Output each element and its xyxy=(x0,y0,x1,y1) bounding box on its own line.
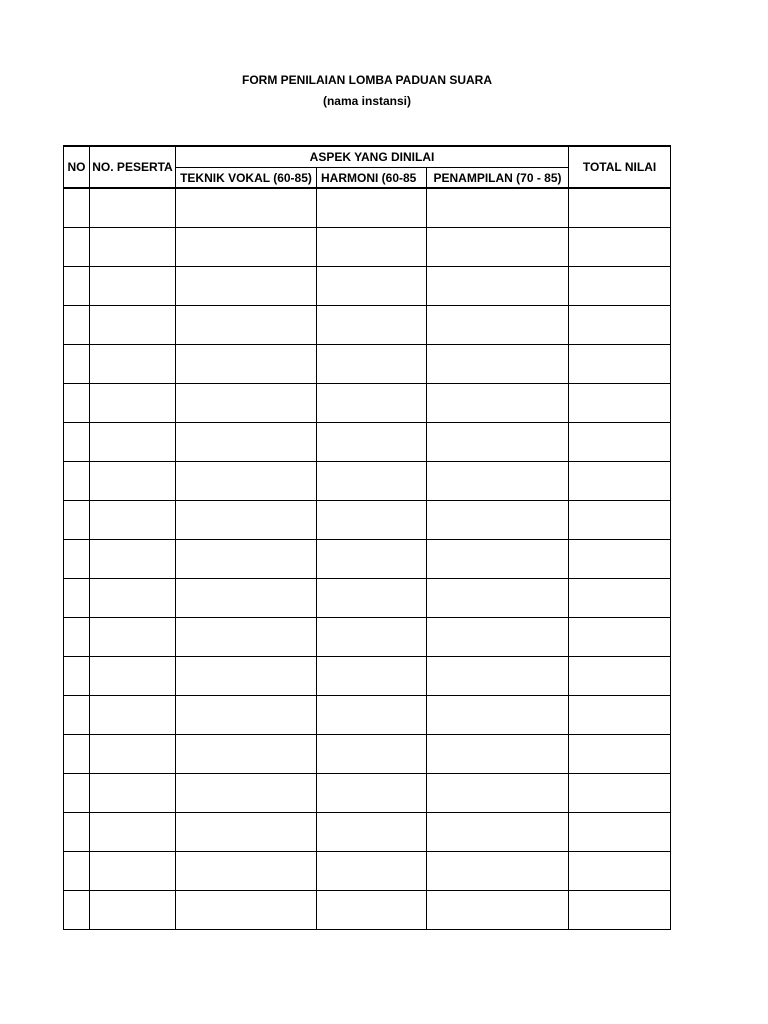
cell-participant-number[interactable] xyxy=(90,228,176,267)
cell-harmony[interactable] xyxy=(317,423,427,462)
table-row xyxy=(64,188,671,228)
cell-harmony[interactable] xyxy=(317,657,427,696)
cell-participant-number[interactable] xyxy=(90,267,176,306)
cell-no[interactable] xyxy=(64,267,90,306)
cell-harmony[interactable] xyxy=(317,345,427,384)
cell-no[interactable] xyxy=(64,345,90,384)
cell-total-score[interactable] xyxy=(569,306,671,345)
table-row xyxy=(64,306,671,345)
header-no: NO xyxy=(64,146,90,188)
cell-vocal-technique[interactable] xyxy=(176,891,317,930)
cell-no[interactable] xyxy=(64,188,90,228)
score-table-body xyxy=(64,188,671,930)
table-row xyxy=(64,462,671,501)
cell-performance[interactable] xyxy=(427,267,569,306)
cell-total-score[interactable] xyxy=(569,891,671,930)
header-aspects-group: ASPEK YANG DINILAI xyxy=(176,146,569,168)
cell-performance[interactable] xyxy=(427,735,569,774)
cell-harmony[interactable] xyxy=(317,462,427,501)
table-row xyxy=(64,579,671,618)
cell-no[interactable] xyxy=(64,852,90,891)
cell-total-score[interactable] xyxy=(569,188,671,228)
cell-vocal-technique[interactable] xyxy=(176,579,317,618)
cell-performance[interactable] xyxy=(427,774,569,813)
cell-vocal-technique[interactable] xyxy=(176,423,317,462)
cell-performance[interactable] xyxy=(427,540,569,579)
cell-participant-number[interactable] xyxy=(90,852,176,891)
cell-performance[interactable] xyxy=(427,306,569,345)
score-table xyxy=(63,145,671,930)
form-subtitle: (nama instansi) xyxy=(322,94,412,108)
cell-no[interactable] xyxy=(64,618,90,657)
table-row xyxy=(64,891,671,930)
cell-no[interactable] xyxy=(64,462,90,501)
cell-vocal-technique[interactable] xyxy=(176,267,317,306)
cell-harmony[interactable] xyxy=(317,891,427,930)
cell-no[interactable] xyxy=(64,540,90,579)
cell-harmony[interactable] xyxy=(317,735,427,774)
cell-performance[interactable] xyxy=(427,384,569,423)
cell-total-score[interactable] xyxy=(569,423,671,462)
cell-vocal-technique[interactable] xyxy=(176,774,317,813)
cell-total-score[interactable] xyxy=(569,462,671,501)
cell-total-score[interactable] xyxy=(569,579,671,618)
cell-participant-number[interactable] xyxy=(90,891,176,930)
cell-total-score[interactable] xyxy=(569,735,671,774)
cell-total-score[interactable] xyxy=(569,813,671,852)
cell-vocal-technique[interactable] xyxy=(176,384,317,423)
cell-vocal-technique[interactable] xyxy=(176,540,317,579)
cell-vocal-technique[interactable] xyxy=(176,462,317,501)
cell-vocal-technique[interactable] xyxy=(176,813,317,852)
cell-participant-number[interactable] xyxy=(90,579,176,618)
cell-no[interactable] xyxy=(64,384,90,423)
cell-vocal-technique[interactable] xyxy=(176,735,317,774)
cell-total-score[interactable] xyxy=(569,345,671,384)
cell-no[interactable] xyxy=(64,657,90,696)
cell-performance[interactable] xyxy=(427,462,569,501)
table-row xyxy=(64,423,671,462)
cell-no[interactable] xyxy=(64,696,90,735)
cell-no[interactable] xyxy=(64,423,90,462)
cell-performance[interactable] xyxy=(427,891,569,930)
table-row xyxy=(64,696,671,735)
cell-performance[interactable] xyxy=(427,852,569,891)
cell-performance[interactable] xyxy=(427,501,569,540)
cell-participant-number[interactable] xyxy=(90,618,176,657)
cell-performance[interactable] xyxy=(427,618,569,657)
cell-total-score[interactable] xyxy=(569,540,671,579)
cell-harmony[interactable] xyxy=(317,852,427,891)
header-vocal-technique: TEKNIK VOKAL (60-85) xyxy=(176,168,317,189)
header-total-score: TOTAL NILAI xyxy=(569,146,671,188)
table-row xyxy=(64,267,671,306)
table-row xyxy=(64,813,671,852)
cell-participant-number[interactable] xyxy=(90,501,176,540)
table-row xyxy=(64,540,671,579)
cell-total-score[interactable] xyxy=(569,696,671,735)
cell-total-score[interactable] xyxy=(569,267,671,306)
table-row xyxy=(64,618,671,657)
cell-harmony[interactable] xyxy=(317,696,427,735)
cell-harmony[interactable] xyxy=(317,501,427,540)
cell-vocal-technique[interactable] xyxy=(176,228,317,267)
table-row xyxy=(64,774,671,813)
cell-performance[interactable] xyxy=(427,228,569,267)
cell-vocal-technique[interactable] xyxy=(176,188,317,228)
cell-total-score[interactable] xyxy=(569,501,671,540)
cell-participant-number[interactable] xyxy=(90,423,176,462)
cell-vocal-technique[interactable] xyxy=(176,306,317,345)
cell-performance[interactable] xyxy=(427,345,569,384)
cell-harmony[interactable] xyxy=(317,618,427,657)
cell-performance[interactable] xyxy=(427,579,569,618)
cell-total-score[interactable] xyxy=(569,384,671,423)
table-row xyxy=(64,657,671,696)
cell-participant-number[interactable] xyxy=(90,345,176,384)
header-performance: PENAMPILAN (70 - 85) xyxy=(427,168,569,189)
cell-participant-number[interactable] xyxy=(90,774,176,813)
cell-participant-number[interactable] xyxy=(90,696,176,735)
cell-vocal-technique[interactable] xyxy=(176,657,317,696)
cell-participant-number[interactable] xyxy=(90,735,176,774)
cell-harmony[interactable] xyxy=(317,384,427,423)
cell-vocal-technique[interactable] xyxy=(176,696,317,735)
cell-harmony[interactable] xyxy=(317,774,427,813)
cell-total-score[interactable] xyxy=(569,852,671,891)
cell-participant-number[interactable] xyxy=(90,813,176,852)
cell-no[interactable] xyxy=(64,891,90,930)
form-header xyxy=(0,70,734,112)
cell-performance[interactable] xyxy=(427,423,569,462)
cell-participant-number[interactable] xyxy=(90,462,176,501)
cell-harmony[interactable] xyxy=(317,540,427,579)
table-row xyxy=(64,228,671,267)
cell-performance[interactable] xyxy=(427,813,569,852)
cell-harmony[interactable] xyxy=(317,267,427,306)
cell-no[interactable] xyxy=(64,774,90,813)
cell-no[interactable] xyxy=(64,813,90,852)
cell-total-score[interactable] xyxy=(569,228,671,267)
table-row xyxy=(64,384,671,423)
cell-participant-number[interactable] xyxy=(90,540,176,579)
cell-no[interactable] xyxy=(64,579,90,618)
cell-total-score[interactable] xyxy=(569,618,671,657)
cell-vocal-technique[interactable] xyxy=(176,618,317,657)
cell-vocal-technique[interactable] xyxy=(176,852,317,891)
cell-harmony[interactable] xyxy=(317,188,427,228)
cell-performance[interactable] xyxy=(427,188,569,228)
cell-participant-number[interactable] xyxy=(90,306,176,345)
cell-no[interactable] xyxy=(64,501,90,540)
cell-harmony[interactable] xyxy=(317,813,427,852)
cell-performance[interactable] xyxy=(427,696,569,735)
table-row xyxy=(64,735,671,774)
table-row xyxy=(64,501,671,540)
header-harmony: HARMONI (60-85 xyxy=(317,168,427,189)
header-participant-number: NO. PESERTA xyxy=(90,146,176,188)
table-row xyxy=(64,345,671,384)
cell-participant-number[interactable] xyxy=(90,188,176,228)
cell-harmony[interactable] xyxy=(317,306,427,345)
score-table-header xyxy=(64,146,671,188)
cell-vocal-technique[interactable] xyxy=(176,501,317,540)
cell-participant-number[interactable] xyxy=(90,384,176,423)
cell-harmony[interactable] xyxy=(317,228,427,267)
cell-total-score[interactable] xyxy=(569,774,671,813)
table-row xyxy=(64,852,671,891)
cell-no[interactable] xyxy=(64,735,90,774)
cell-participant-number[interactable] xyxy=(90,657,176,696)
cell-harmony[interactable] xyxy=(317,579,427,618)
cell-performance[interactable] xyxy=(427,657,569,696)
form-title: FORM PENILAIAN LOMBA PADUAN SUARA xyxy=(242,73,492,87)
cell-no[interactable] xyxy=(64,306,90,345)
cell-no[interactable] xyxy=(64,228,90,267)
cell-vocal-technique[interactable] xyxy=(176,345,317,384)
cell-total-score[interactable] xyxy=(569,657,671,696)
